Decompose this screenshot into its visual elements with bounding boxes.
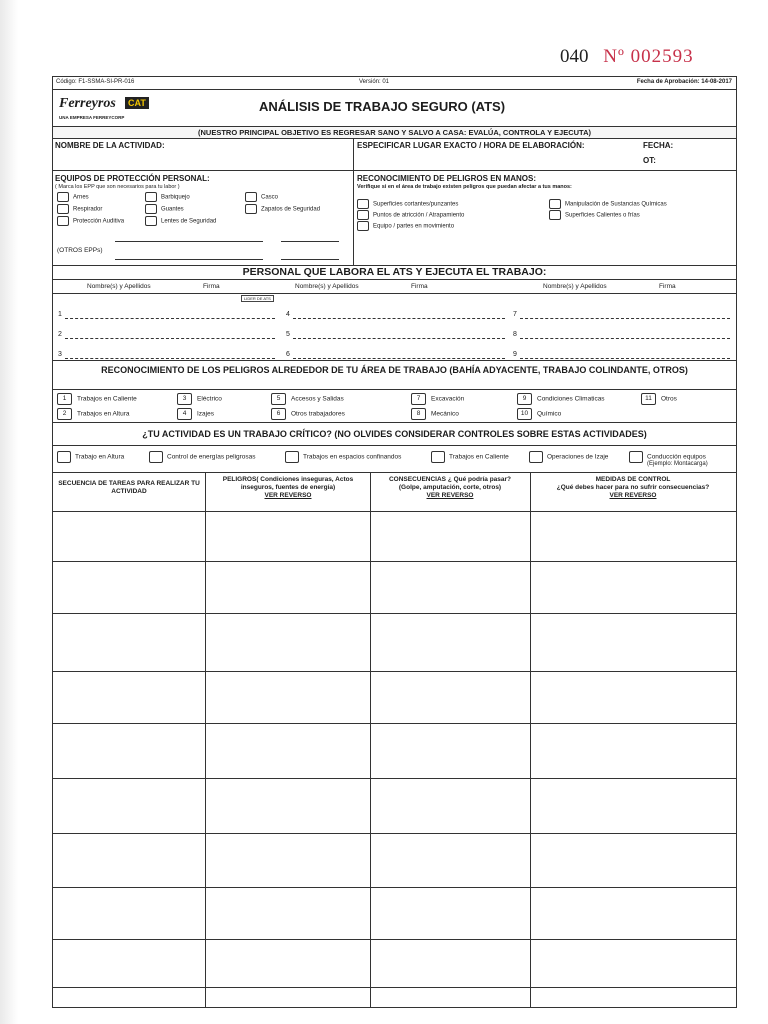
see-back-link[interactable]: VER REVERSO: [264, 492, 312, 499]
hazard-item[interactable]: 4 Izajes: [177, 408, 214, 420]
epp-heading: EQUIPOS DE PROTECCIÓN PERSONAL:: [55, 174, 210, 183]
checkbox-icon[interactable]: [245, 192, 257, 202]
logo-subtitle: UNA EMPRESA FERREYCORP: [59, 115, 125, 120]
epp-checkbox-zapatos[interactable]: Zapatos de Seguridad: [245, 204, 320, 215]
column-divider: [530, 473, 531, 1007]
form-meta: [53, 77, 736, 90]
hands-checkbox-atriccion[interactable]: Puntos de atricción / Atrapamiento: [357, 210, 464, 221]
hazard-item[interactable]: 9 Condiciones Climaticas: [517, 393, 605, 405]
name-column-label: Nombre(s) y Apellidos: [543, 283, 607, 290]
table-row-line: [53, 561, 736, 562]
leader-tag: LIDER DE ATS: [241, 295, 274, 302]
personnel-number: 3: [58, 351, 62, 358]
checkbox-icon[interactable]: [285, 451, 299, 463]
checkbox-icon[interactable]: [357, 199, 369, 209]
checkbox-icon[interactable]: [549, 210, 561, 220]
table-row-line: [53, 987, 736, 988]
personnel-line-5[interactable]: [293, 338, 505, 339]
divider: [353, 139, 354, 170]
checkbox-icon[interactable]: [245, 204, 257, 214]
sign-column-label: Firma: [411, 283, 428, 290]
hazard-item[interactable]: 10 Químico: [517, 408, 561, 420]
personnel-number: 2: [58, 331, 62, 338]
hands-checkbox-quimicas[interactable]: Manipulación de Sustancias Químicas: [549, 199, 667, 210]
checkbox-icon[interactable]: [431, 451, 445, 463]
divider: [353, 171, 354, 265]
objective-banner: (NUESTRO PRINCIPAL OBJETIVO ES REGRESAR SANO Y SALVO A CASA: EVALÚA, CONTROLA Y EJECUTA): [53, 127, 736, 139]
personnel-line-9[interactable]: [520, 358, 730, 359]
activity-name-label: NOMBRE DE LA ACTIVIDAD:: [55, 141, 165, 150]
critical-list: [53, 446, 736, 473]
checkbox-icon[interactable]: [629, 451, 643, 463]
personnel-number: 5: [286, 331, 290, 338]
form-version: Versión: 01: [359, 79, 390, 85]
header-tasks: SECUENCIA DE TAREAS PARA REALIZAR TU ACTIVIDAD: [58, 480, 200, 495]
epp-note: ( Marca los EPP que son necesarios para tu labor ): [55, 184, 180, 190]
table-row-line: [53, 671, 736, 672]
personnel-line-8[interactable]: [520, 338, 730, 339]
checkbox-icon[interactable]: [57, 216, 69, 226]
checkbox-icon[interactable]: [145, 216, 157, 226]
hazard-item[interactable]: 2 Trabajos en Altura: [57, 408, 130, 420]
other-epp-line[interactable]: [115, 241, 263, 242]
critical-checkbox-caliente[interactable]: Trabajos en Caliente: [431, 451, 509, 463]
hands-checkbox-movimiento[interactable]: Equipo / partes en movimiento: [357, 221, 454, 232]
task-table: [53, 473, 736, 1008]
table-row-line: [53, 833, 736, 834]
serial-stamp: Nº 002593: [603, 46, 694, 67]
hazards-title: RECONOCIMIENTO DE LOS PELIGROS ALREDEDOR DE TU ÁREA DE TRABAJO (BAHÍA ADYACENTE, TRABAJO COLINDANTE, OTROS): [53, 361, 736, 390]
hands-heading: RECONOCIMIENTO DE PELIGROS EN MANOS:: [357, 174, 536, 183]
hands-note: Verifique si en el área de trabajo existen peligros que puedan afectar a tus manos:: [357, 184, 572, 190]
critical-checkbox-izaje[interactable]: Operaciones de Izaje: [529, 451, 608, 463]
other-epp-line[interactable]: [281, 241, 339, 242]
personnel-title: PERSONAL QUE LABORA EL ATS Y EJECUTA EL TRABAJO:: [53, 266, 736, 280]
hands-checkbox-calientes[interactable]: Superficies Calientes o frías: [549, 210, 640, 221]
form-code: Código: F1-SSMA-SI-PR-016: [56, 79, 135, 85]
company-logo: [57, 94, 161, 122]
personnel-line-7[interactable]: [520, 318, 730, 319]
epp-checkbox-casco[interactable]: Casco: [245, 192, 278, 203]
personnel-line-6[interactable]: [293, 358, 505, 359]
critical-checkbox-energias[interactable]: Control de energías peligrosas: [149, 451, 256, 463]
personnel-line-2[interactable]: [65, 338, 275, 339]
checkbox-icon[interactable]: [529, 451, 543, 463]
see-back-link[interactable]: VER REVERSO: [609, 492, 657, 499]
logo-cat: CAT: [125, 97, 149, 109]
epp-checkbox-lentes[interactable]: Lentes de Seguridad: [145, 216, 216, 227]
epp-section: [53, 171, 736, 266]
personnel-list: [53, 294, 736, 361]
table-row-line: [53, 511, 736, 512]
personnel-number: 9: [513, 351, 517, 358]
scan-edge: [0, 0, 18, 1024]
personnel-number: 8: [513, 331, 517, 338]
checkbox-icon[interactable]: [145, 204, 157, 214]
serial-prefix: 040: [560, 46, 589, 67]
ot-label: OT:: [643, 156, 656, 165]
ats-form: [52, 76, 737, 1008]
see-back-link[interactable]: VER REVERSO: [426, 492, 474, 499]
personnel-line-3[interactable]: [65, 358, 275, 359]
checkbox-icon[interactable]: [145, 192, 157, 202]
checkbox-icon[interactable]: [549, 199, 561, 209]
epp-checkbox-proteccion-auditiva[interactable]: Protección Auditiva: [57, 216, 124, 227]
table-row-line: [53, 778, 736, 779]
header-controls: MEDIDAS DE CONTROL ¿Qué debes hacer para no sufrir consecuencias? VER REVERSO: [556, 476, 710, 499]
column-divider: [370, 473, 371, 1007]
hazard-item[interactable]: 5 Accesos y Salidas: [271, 393, 344, 405]
critical-checkbox-altura[interactable]: Trabajo en Altura: [57, 451, 124, 463]
header-consequences: CONSECUENCIAS ¿ Qué podría pasar? (Golpe, amputación, corte, otros) VER REVERSO: [388, 476, 512, 499]
hazard-item[interactable]: 6 Otros trabajadores: [271, 408, 345, 420]
critical-checkbox-confinados[interactable]: Trabajos en espacios confinandos: [285, 451, 401, 463]
table-row-line: [53, 613, 736, 614]
header-hazards: PELIGROS( Condiciones inseguras, Actos inseguros, fuentes de energía) VER REVERSO: [222, 476, 354, 499]
checkbox-icon[interactable]: [57, 451, 71, 463]
hazards-list: [53, 390, 736, 423]
checkbox-icon[interactable]: [357, 221, 369, 231]
table-row-line: [53, 723, 736, 724]
form-title: ANÁLISIS DE TRABAJO SEGURO (ATS): [259, 99, 506, 114]
personnel-number: 1: [58, 311, 62, 318]
checkbox-icon[interactable]: [57, 192, 69, 202]
epp-checkbox-arnes[interactable]: Arnes: [57, 192, 89, 203]
checkbox-icon[interactable]: [149, 451, 163, 463]
logo-brand: Ferreyros: [59, 96, 116, 111]
personnel-header: [53, 280, 736, 294]
place-label: ESPECIFICAR LUGAR EXACTO / HORA DE ELABORACIÓN:: [357, 141, 585, 150]
epp-checkbox-guantes[interactable]: Guantes: [145, 204, 184, 215]
other-epp-line[interactable]: [281, 259, 339, 260]
personnel-number: 4: [286, 311, 290, 318]
title-row: [53, 90, 736, 127]
sign-column-label: Firma: [659, 283, 676, 290]
checkbox-icon[interactable]: [357, 210, 369, 220]
approval-date: Fecha de Aprobación: 14-08-2017: [636, 79, 732, 85]
other-epp-line[interactable]: [115, 259, 263, 260]
table-row-line: [53, 939, 736, 940]
table-row-line: [53, 887, 736, 888]
hazard-item[interactable]: 1 Trabajos en Caliente: [57, 393, 137, 405]
column-divider: [205, 473, 206, 1007]
personnel-number: 6: [286, 351, 290, 358]
checkbox-icon[interactable]: [57, 204, 69, 214]
hazard-item[interactable]: 8 Mecánico: [411, 408, 459, 420]
name-column-label: Nombre(s) y Apellidos: [295, 283, 359, 290]
personnel-number: 7: [513, 311, 517, 318]
critical-example: (Ejemplo: Montacarga): [647, 461, 708, 467]
epp-checkbox-barbiquejo[interactable]: Barbiquejo: [145, 192, 190, 203]
epp-checkbox-respirador[interactable]: Respirador: [57, 204, 102, 215]
hazard-item[interactable]: 11 Otros: [641, 393, 677, 405]
serial-number: [560, 46, 694, 68]
hands-checkbox-cortantes[interactable]: Superficies cortantes/punzantes: [357, 199, 458, 210]
other-epp-label: (OTROS EPPs): [57, 247, 103, 254]
critical-checkbox-equipos[interactable]: Conducción equipos: [629, 451, 706, 463]
personnel-line-1[interactable]: [65, 318, 275, 319]
hazard-item[interactable]: 7 Excavación: [411, 393, 464, 405]
sign-column-label: Firma: [203, 283, 220, 290]
activity-row: [53, 139, 736, 171]
critical-title: ¿TU ACTIVIDAD ES UN TRABAJO CRÍTICO? (NO OLVIDES CONSIDERAR CONTROLES SOBRE ESTAS ACTIVIDADES): [53, 423, 736, 446]
date-label: FECHA:: [643, 141, 674, 150]
personnel-line-4[interactable]: [293, 318, 505, 319]
hazard-item[interactable]: 3 Eléctrico: [177, 393, 222, 405]
name-column-label: Nombre(s) y Apellidos: [87, 283, 151, 290]
